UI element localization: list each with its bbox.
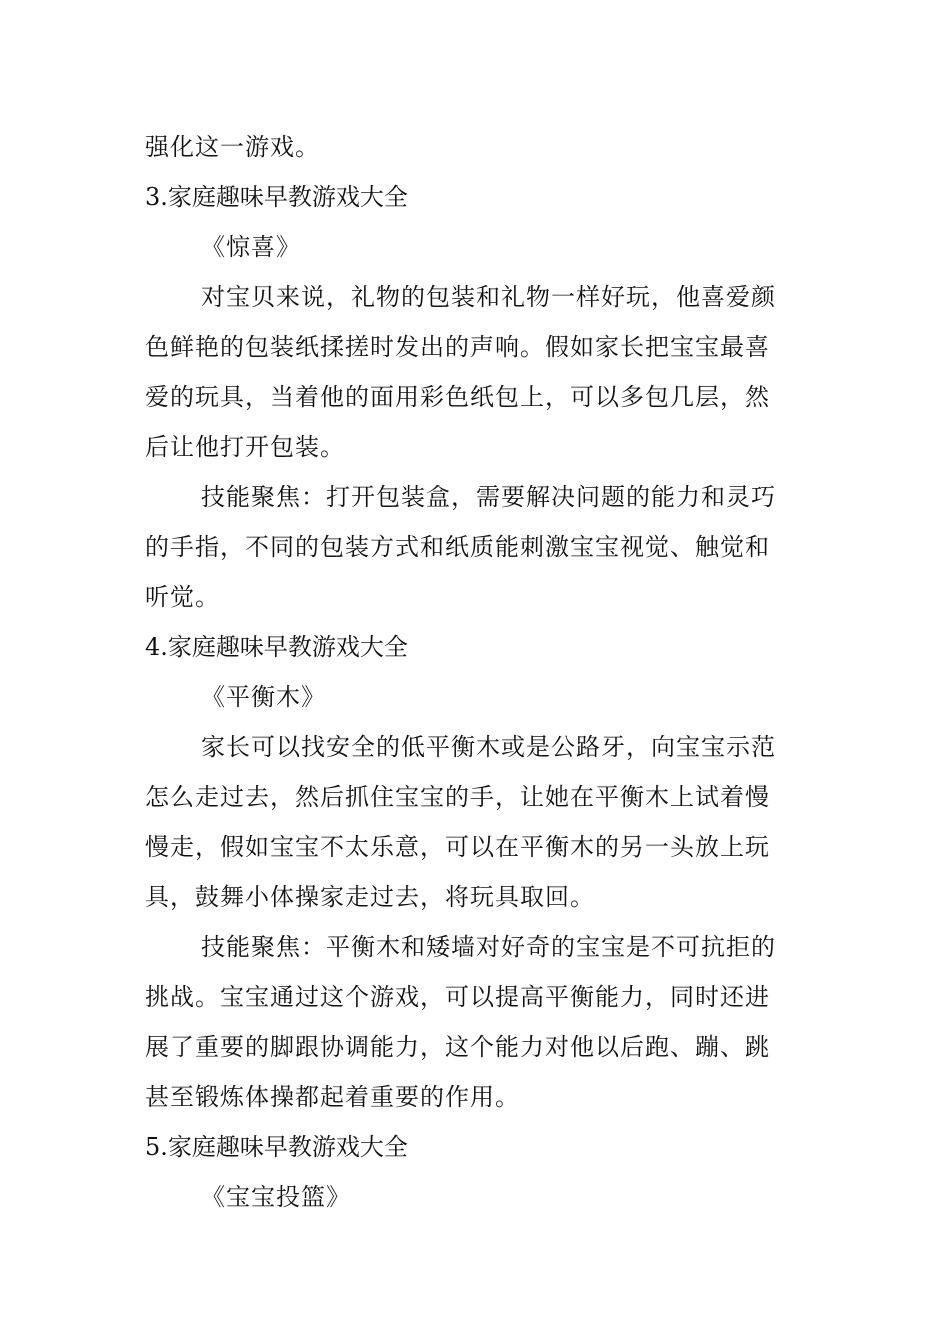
section-heading: 3.家庭趣味早教游戏大全 [145,183,408,211]
section-heading: 5.家庭趣味早教游戏大全 [145,1133,408,1161]
paragraph-line: 听觉。 [145,583,220,611]
game-title: 《惊喜》 [201,233,301,261]
paragraph-line: 爱的玩具，当着他的面用彩色纸包上，可以多包几层，然 [145,383,770,411]
paragraph-line: 家长可以找安全的低平衡木或是公路牙，向宝宝示范 [201,733,776,761]
paragraph-line: 色鲜艳的包装纸揉搓时发出的声响。假如家长把宝宝最喜 [145,333,770,361]
paragraph-line: 甚至锻炼体操都起着重要的作用。 [145,1083,520,1111]
game-title: 《宝宝投篮》 [201,1183,351,1211]
paragraph-line: 技能聚焦：打开包装盒，需要解决问题的能力和灵巧 [201,483,776,511]
paragraph-line: 怎么走过去，然后抓住宝宝的手，让她在平衡木上试着慢 [145,783,770,811]
paragraph-line: 强化这一游戏。 [145,133,320,161]
document-body [145,122,807,1222]
paragraph-line: 技能聚焦：平衡木和矮墙对好奇的宝宝是不可抗拒的 [201,933,776,961]
paragraph-line: 具，鼓舞小体操家走过去，将玩具取回。 [145,883,595,911]
game-title: 《平衡木》 [201,683,326,711]
paragraph-line: 后让他打开包装。 [145,433,345,461]
paragraph-line: 展了重要的脚跟协调能力，这个能力对他以后跑、蹦、跳 [145,1033,770,1061]
paragraph-line: 挑战。宝宝通过这个游戏，可以提高平衡能力，同时还进 [145,983,770,1011]
paragraph-line: 对宝贝来说，礼物的包装和礼物一样好玩，他喜爱颜 [201,283,776,311]
section-heading: 4.家庭趣味早教游戏大全 [145,633,408,661]
paragraph-line: 慢走，假如宝宝不太乐意，可以在平衡木的另一头放上玩 [145,833,770,861]
paragraph-line: 的手指，不同的包装方式和纸质能刺激宝宝视觉、触觉和 [145,533,770,561]
